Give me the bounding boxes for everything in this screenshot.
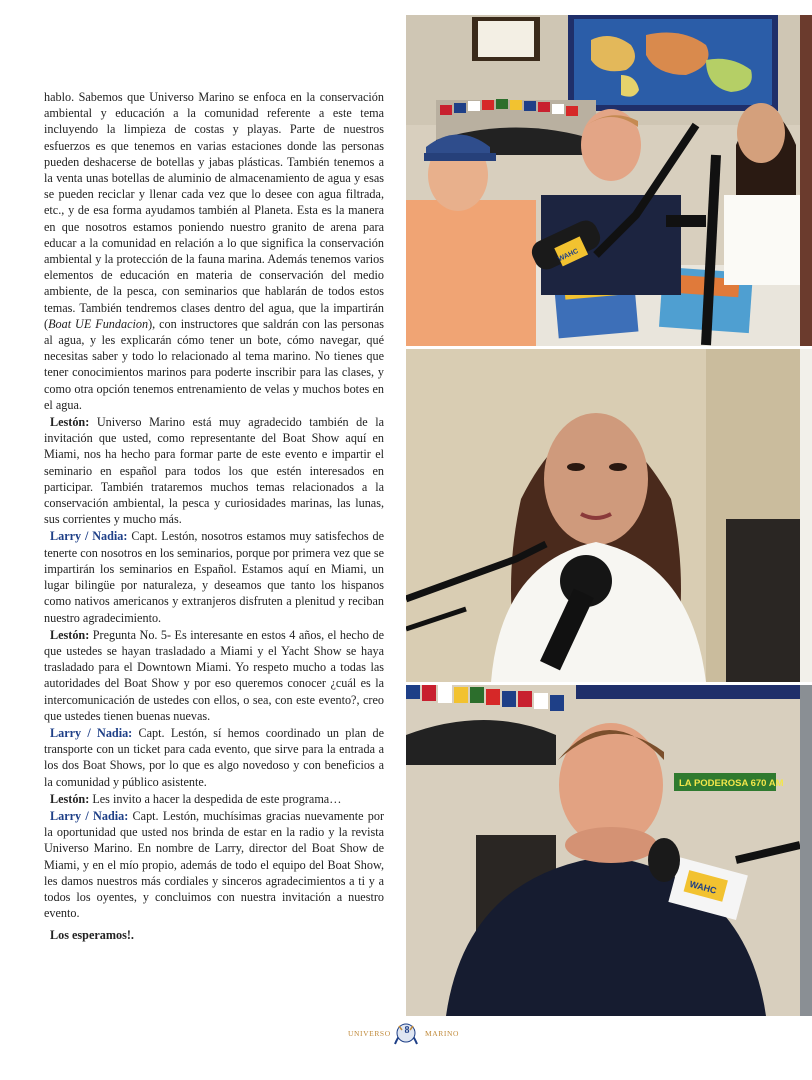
studio-group-photo — [406, 15, 800, 346]
mic-label-1: WAHC — [557, 247, 580, 264]
host-man-photo — [406, 685, 800, 1016]
edge-image-sliver — [800, 685, 812, 1016]
paragraph-larry-nadia-3 — [44, 808, 384, 921]
speaker-label: Larry / Nadia: — [50, 808, 129, 823]
paragraph-text: Capt. Lestón, muchísimas gracias nuevamente por la oportunidad que usted nos brinda de estar en la radio y la revista Universo Marino. En nombre de Larry, director del Boat Show de Miami, y en el mío propio, además de todo el equipo del Boat Show, les damos nuestros más cordiales y sinceros agradecimientos a ti y a todos los oyentes, y concluimos con nuestra invitación a nuestro evento. — [44, 808, 384, 921]
footer-right-word: MARINO — [425, 1029, 460, 1038]
intro-text: hablo. Sabemos que Universo Marino se enfoca en la conservación ambiental y educación a la comunidad referente a este tema incluyendo la limpieza de costas y playas. Parte de nuestros esfuerzos es que tenemos en varias estaciones donde las personas pueden deshacerse de botellas y jabas plásticas. También tenemos a la venta unas botellas de aluminio de almacenamiento de agua y esas se pueden reciclar y llenar cada vez que lo desee con agua filtrada, etc., y de esa forma ayudamos también al Planeta. Esta es la manera en que nosotros estamos poniendo nuestro granito de arena para educar a la comunidad en relación a lo que significa la conservación ambiental y la protección de la fauna marina. Además tenemos varios elementos de educación en materia de conservación del medio ambiente, de la pesca, con seminarios que hablarán de todos estos temas. También tendremos clases dentro del agua, que la impartirán ( — [44, 90, 384, 331]
intro-text-end: ), con instructores que saldrán con las personas al agua, y les explicarán cómo tener un bote, cómo navegar, qué necesitas saber y todo lo relacionado al tema marino. No tienes que tener conocimientos marinos para poderte inscribir para las clases, y como otra opción tenemos entrenamiento de velas y muchos botes en el agua. — [44, 316, 384, 412]
edge-image-sliver — [800, 349, 812, 682]
speaker-label: Lestón: — [50, 627, 90, 642]
studio-sign-text: LA PODEROSA 670 AM — [679, 778, 784, 789]
speaker-label: Larry / Nadia: — [50, 725, 133, 740]
speaker-label: Lestón: — [50, 791, 90, 806]
closing-line: Los esperamos!. — [50, 928, 134, 943]
paragraph-leston-2 — [44, 627, 384, 724]
paragraph-text: Pregunta No. 5- Es interesante en estos 4 años, el hecho de que ustedes se hayan trasladado a Miami y el Yacht Show se haya trasladado para el Downtown Miami. Yo respeto mucho a todas las autoridades del Boat Show y por eso queremos conocer ¿cuál es la intercomunicación de ustedes con ellos, o sea, con este evento?, creo que ustedes tienen buenas nuevas. — [44, 627, 384, 723]
paragraph-text: Capt. Lestón, nosotros estamos muy satisfechos de tenerte con nosotros en los seminarios, porque por primera vez que se impartirán los seminarios en Español. Estamos aquí en Miami, un lugar bilingüe por naturaleza, y deseamos que tanto los hispanos como nativos americanos y extranjeros disfruten a plenitud y reciban nuestro agradecimiento. — [44, 529, 385, 625]
paragraph-leston-3 — [44, 791, 384, 807]
paragraph-text: Universo Marino está muy agradecido también de la invitación que usted, como representante del Boat Show aquí en Miami, nos ha hecho para formar parte de este evento e impartir el seminario en español para todos los que estén interesados en participar. También trataremos muchos temas relacionados a la conservación ambiental, la pesca y curiosidades marinas, las lunas, sus corrientes y mucho más. — [44, 415, 384, 527]
paragraph-larry-nadia-1 — [44, 528, 384, 625]
speaker-label: Larry / Nadia: — [50, 529, 128, 544]
host-woman-photo — [406, 349, 800, 682]
paragraph-larry-nadia-2 — [44, 725, 384, 790]
article-body — [44, 89, 384, 945]
footer-left-word: UNIVERSO — [348, 1029, 391, 1038]
intro-italic-name: Boat UE Fundacion — [48, 316, 149, 331]
host-man-illustration — [406, 685, 800, 1016]
edge-image-sliver — [800, 15, 812, 346]
page-footer — [0, 1014, 812, 1054]
studio-group-illustration — [406, 15, 800, 346]
intro-paragraph — [44, 89, 384, 413]
paragraph-text: Capt. Lestón, sí hemos coordinado un plan de transporte con un ticket para cada evento, que sirve para la entrada a los dos Boat Shows, por lo que es algo novedoso y con beneficios a la comunidad y público asistente. — [44, 725, 385, 789]
speaker-label: Lestón: — [50, 415, 90, 430]
page-number: 8 — [404, 1025, 410, 1036]
mic-label-2: WAHC — [688, 878, 718, 896]
host-woman-illustration — [406, 349, 800, 682]
paragraph-leston-1 — [44, 414, 384, 527]
paragraph-text: Les invito a hacer la despedida de este programa… — [89, 791, 342, 806]
